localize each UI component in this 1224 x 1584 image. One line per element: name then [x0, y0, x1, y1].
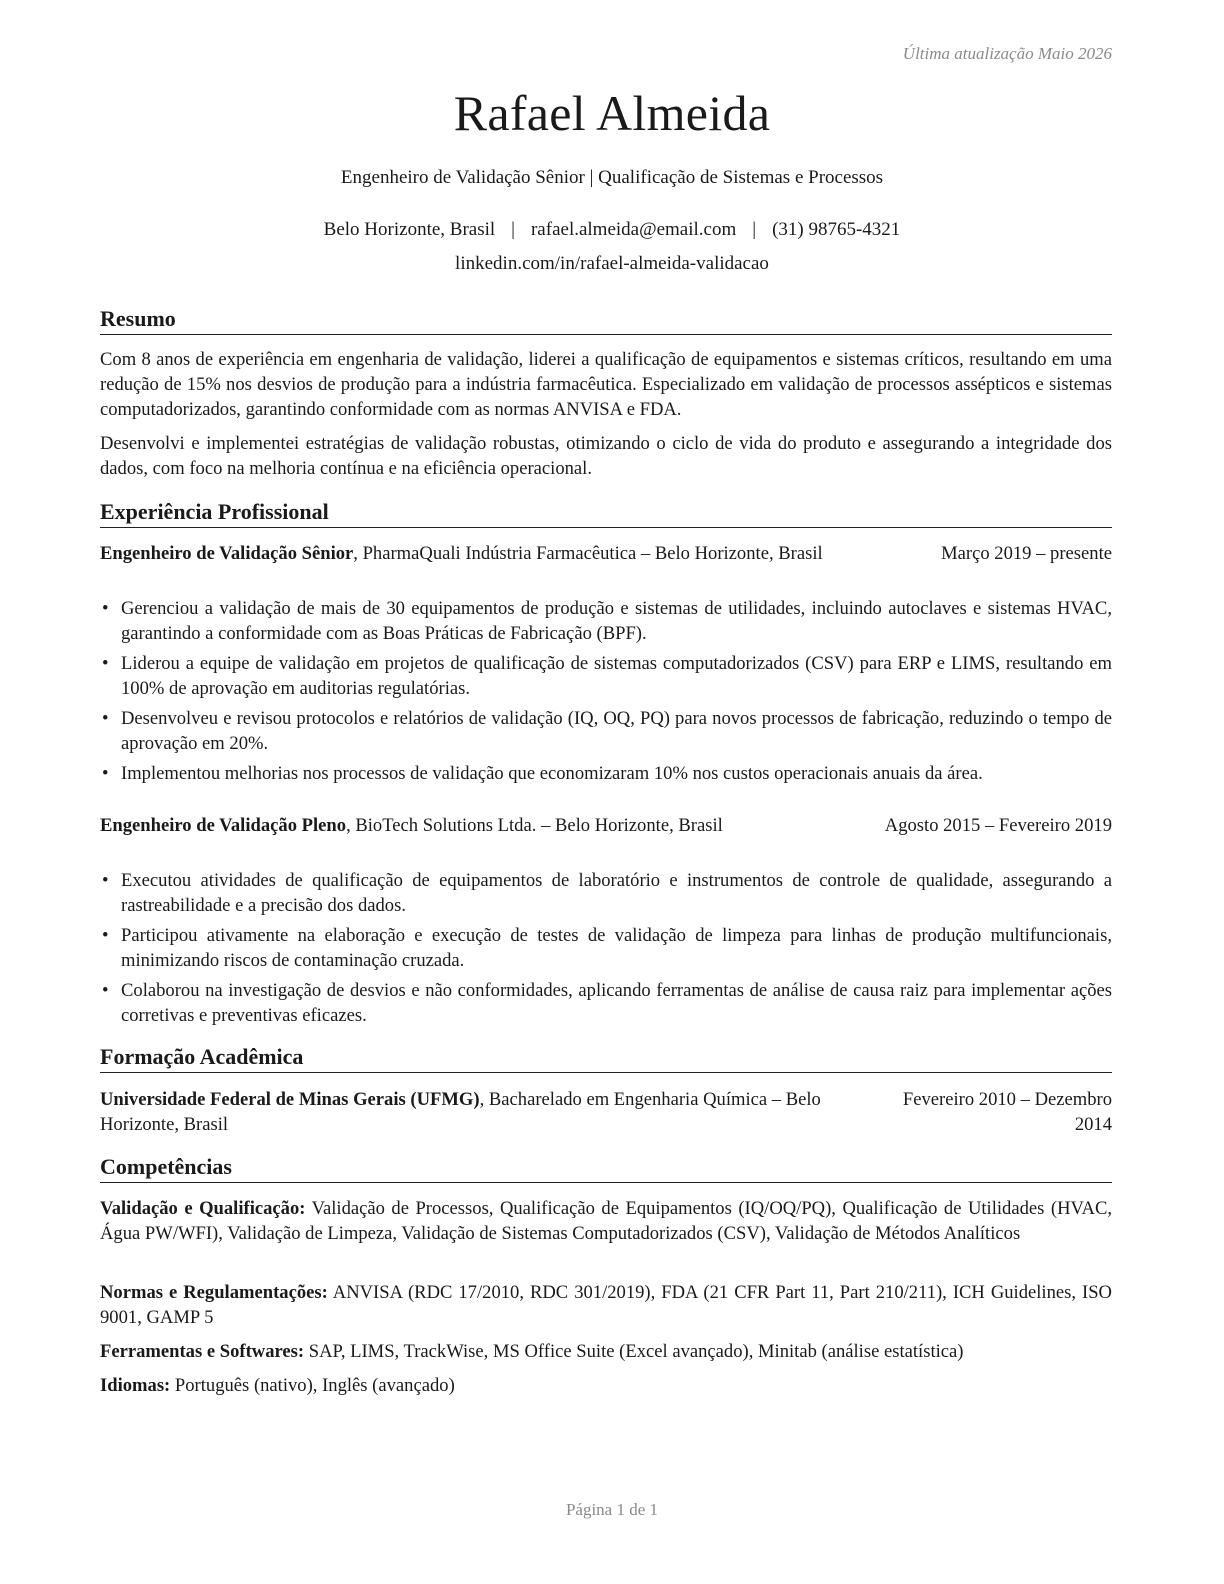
skill-item [100, 1339, 1112, 1364]
skill-text: Validação de Processos, Qualificação de Equipamentos (IQ/OQ/PQ), Qualificação de Utilidades (HVAC, Água PW/WFI), Validação de Limpeza, Validação de Sistemas Computadorizados (CSV), Validação de Métodos Analíticos [100, 1198, 1113, 1244]
list-item: • Liderou a equipe de validação em projetos de qualificação de sistemas computadorizados (CSV) para ERP e LIMS, resultando em 100% de aprovação em auditorias regulatórias. [100, 651, 1112, 701]
job-header [100, 813, 1112, 838]
list-item: • Gerenciou a validação de mais de 30 equipamentos de produção e sistemas de utilidades, incluindo autoclaves e sistemas HVAC, garantindo a conformidade com as Boas Práticas de Fabricação (BPF). [100, 596, 1112, 646]
degree: , Bacharelado em Engenharia Química – Belo Horizonte, Brasil [100, 1089, 821, 1135]
education-entry [100, 1087, 1112, 1137]
skill-item [100, 1373, 1112, 1398]
skill-label: Idiomas: [100, 1375, 171, 1396]
job-company: , BioTech Solutions Ltda. – Belo Horizonte, Brasil [346, 815, 723, 836]
skill-label: Normas e Regulamentações: [100, 1282, 328, 1303]
skill-label: Validação e Qualificação: [100, 1198, 306, 1219]
section-title-education: Formação Acadêmica [100, 1043, 1112, 1073]
skill-item [100, 1196, 1112, 1246]
separator: | [511, 219, 515, 240]
separator: | [752, 219, 757, 240]
headline: Engenheiro de Validação Sênior | Qualificação de Sistemas e Processos [340, 167, 884, 188]
institution: Universidade Federal de Minas Gerais (UFMG) [100, 1089, 480, 1110]
summary-paragraph-1: Com 8 anos de experiência em engenharia de validação, liderei a qualificação de equipamentos e sistemas críticos, resultando em uma redução de 15% nos desvios de produção para a indústria farmacêutica. Especializado em validação de processos assépticos e sistemas computadorizados, garantindo conformidade com as normas ANVISA e FDA. [100, 349, 1112, 420]
job-role: Engenheiro de Validação Pleno [100, 815, 347, 836]
job-dates: Agosto 2015 – Fevereiro 2019 [884, 815, 1112, 836]
section-title-summary: Resumo [100, 305, 1112, 335]
last-updated: Última atualização Maio 2026 [902, 44, 1112, 63]
skill-text: Português (nativo), Inglês (avançado) [170, 1375, 455, 1396]
job-company: , PharmaQuali Indústria Farmacêutica – Belo Horizonte, Brasil [353, 543, 823, 564]
skill-text: SAP, LIMS, TrackWise, MS Office Suite (Excel avançado), Minitab (análise estatística) [304, 1341, 964, 1362]
skill-label: Ferramentas e Softwares: [100, 1341, 305, 1362]
list-item: • Colaborou na investigação de desvios e não conformidades, aplicando ferramentas de análise de causa raiz para implementar ações corretivas e preventivas eficazes. [100, 978, 1112, 1028]
candidate-name: Rafael Almeida [453, 85, 771, 141]
job-dates: Março 2019 – presente [941, 543, 1112, 564]
skill-item [100, 1280, 1112, 1330]
location: Belo Horizonte, Brasil [323, 219, 496, 240]
page-number: Página 1 de 1 [565, 1500, 659, 1519]
education-dates: Fevereiro 2010 – Dezembro 2014 [902, 1089, 1112, 1135]
contact-line [0, 219, 1224, 241]
job-bullets [100, 868, 1112, 1033]
job-role: Engenheiro de Validação Sênior [100, 543, 354, 564]
list-item: • Implementou melhorias nos processos de validação que economizaram 10% nos custos operacionais anuais da área. [100, 761, 1112, 786]
skill-text: ANVISA (RDC 17/2010, RDC 301/2019), FDA (21 CFR Part 11, Part 210/211), ICH Guidelines, ISO 9001, GAMP 5 [100, 1282, 1112, 1328]
section-title-experience: Experiência Profissional [100, 498, 1112, 528]
linkedin-link[interactable]: linkedin.com/in/rafael-almeida-validacao [455, 253, 769, 274]
phone: (31) 98765-4321 [772, 219, 901, 240]
list-item: • Executou atividades de qualificação de equipamentos de laboratório e instrumentos de controle de qualidade, assegurando a rastreabilidade e a precisão dos dados. [100, 868, 1112, 918]
email-link[interactable]: rafael.almeida@email.com [530, 219, 737, 240]
summary-paragraph-2: Desenvolvi e implementei estratégias de validação robustas, otimizando o ciclo de vida do produto e assegurando a integridade dos dados, com foco na melhoria contínua e na eficiência operacional. [100, 433, 1112, 479]
job-header [100, 541, 1112, 566]
job-bullets [100, 596, 1112, 791]
list-item: • Desenvolveu e revisou protocolos e relatórios de validação (IQ, OQ, PQ) para novos processos de fabricação, reduzindo o tempo de aprovação em 20%. [100, 706, 1112, 756]
section-title-skills: Competências [100, 1153, 1112, 1183]
list-item: • Participou ativamente na elaboração e execução de testes de validação de limpeza para linhas de produção multifuncionais, minimizando riscos de contaminação cruzada. [100, 923, 1112, 973]
